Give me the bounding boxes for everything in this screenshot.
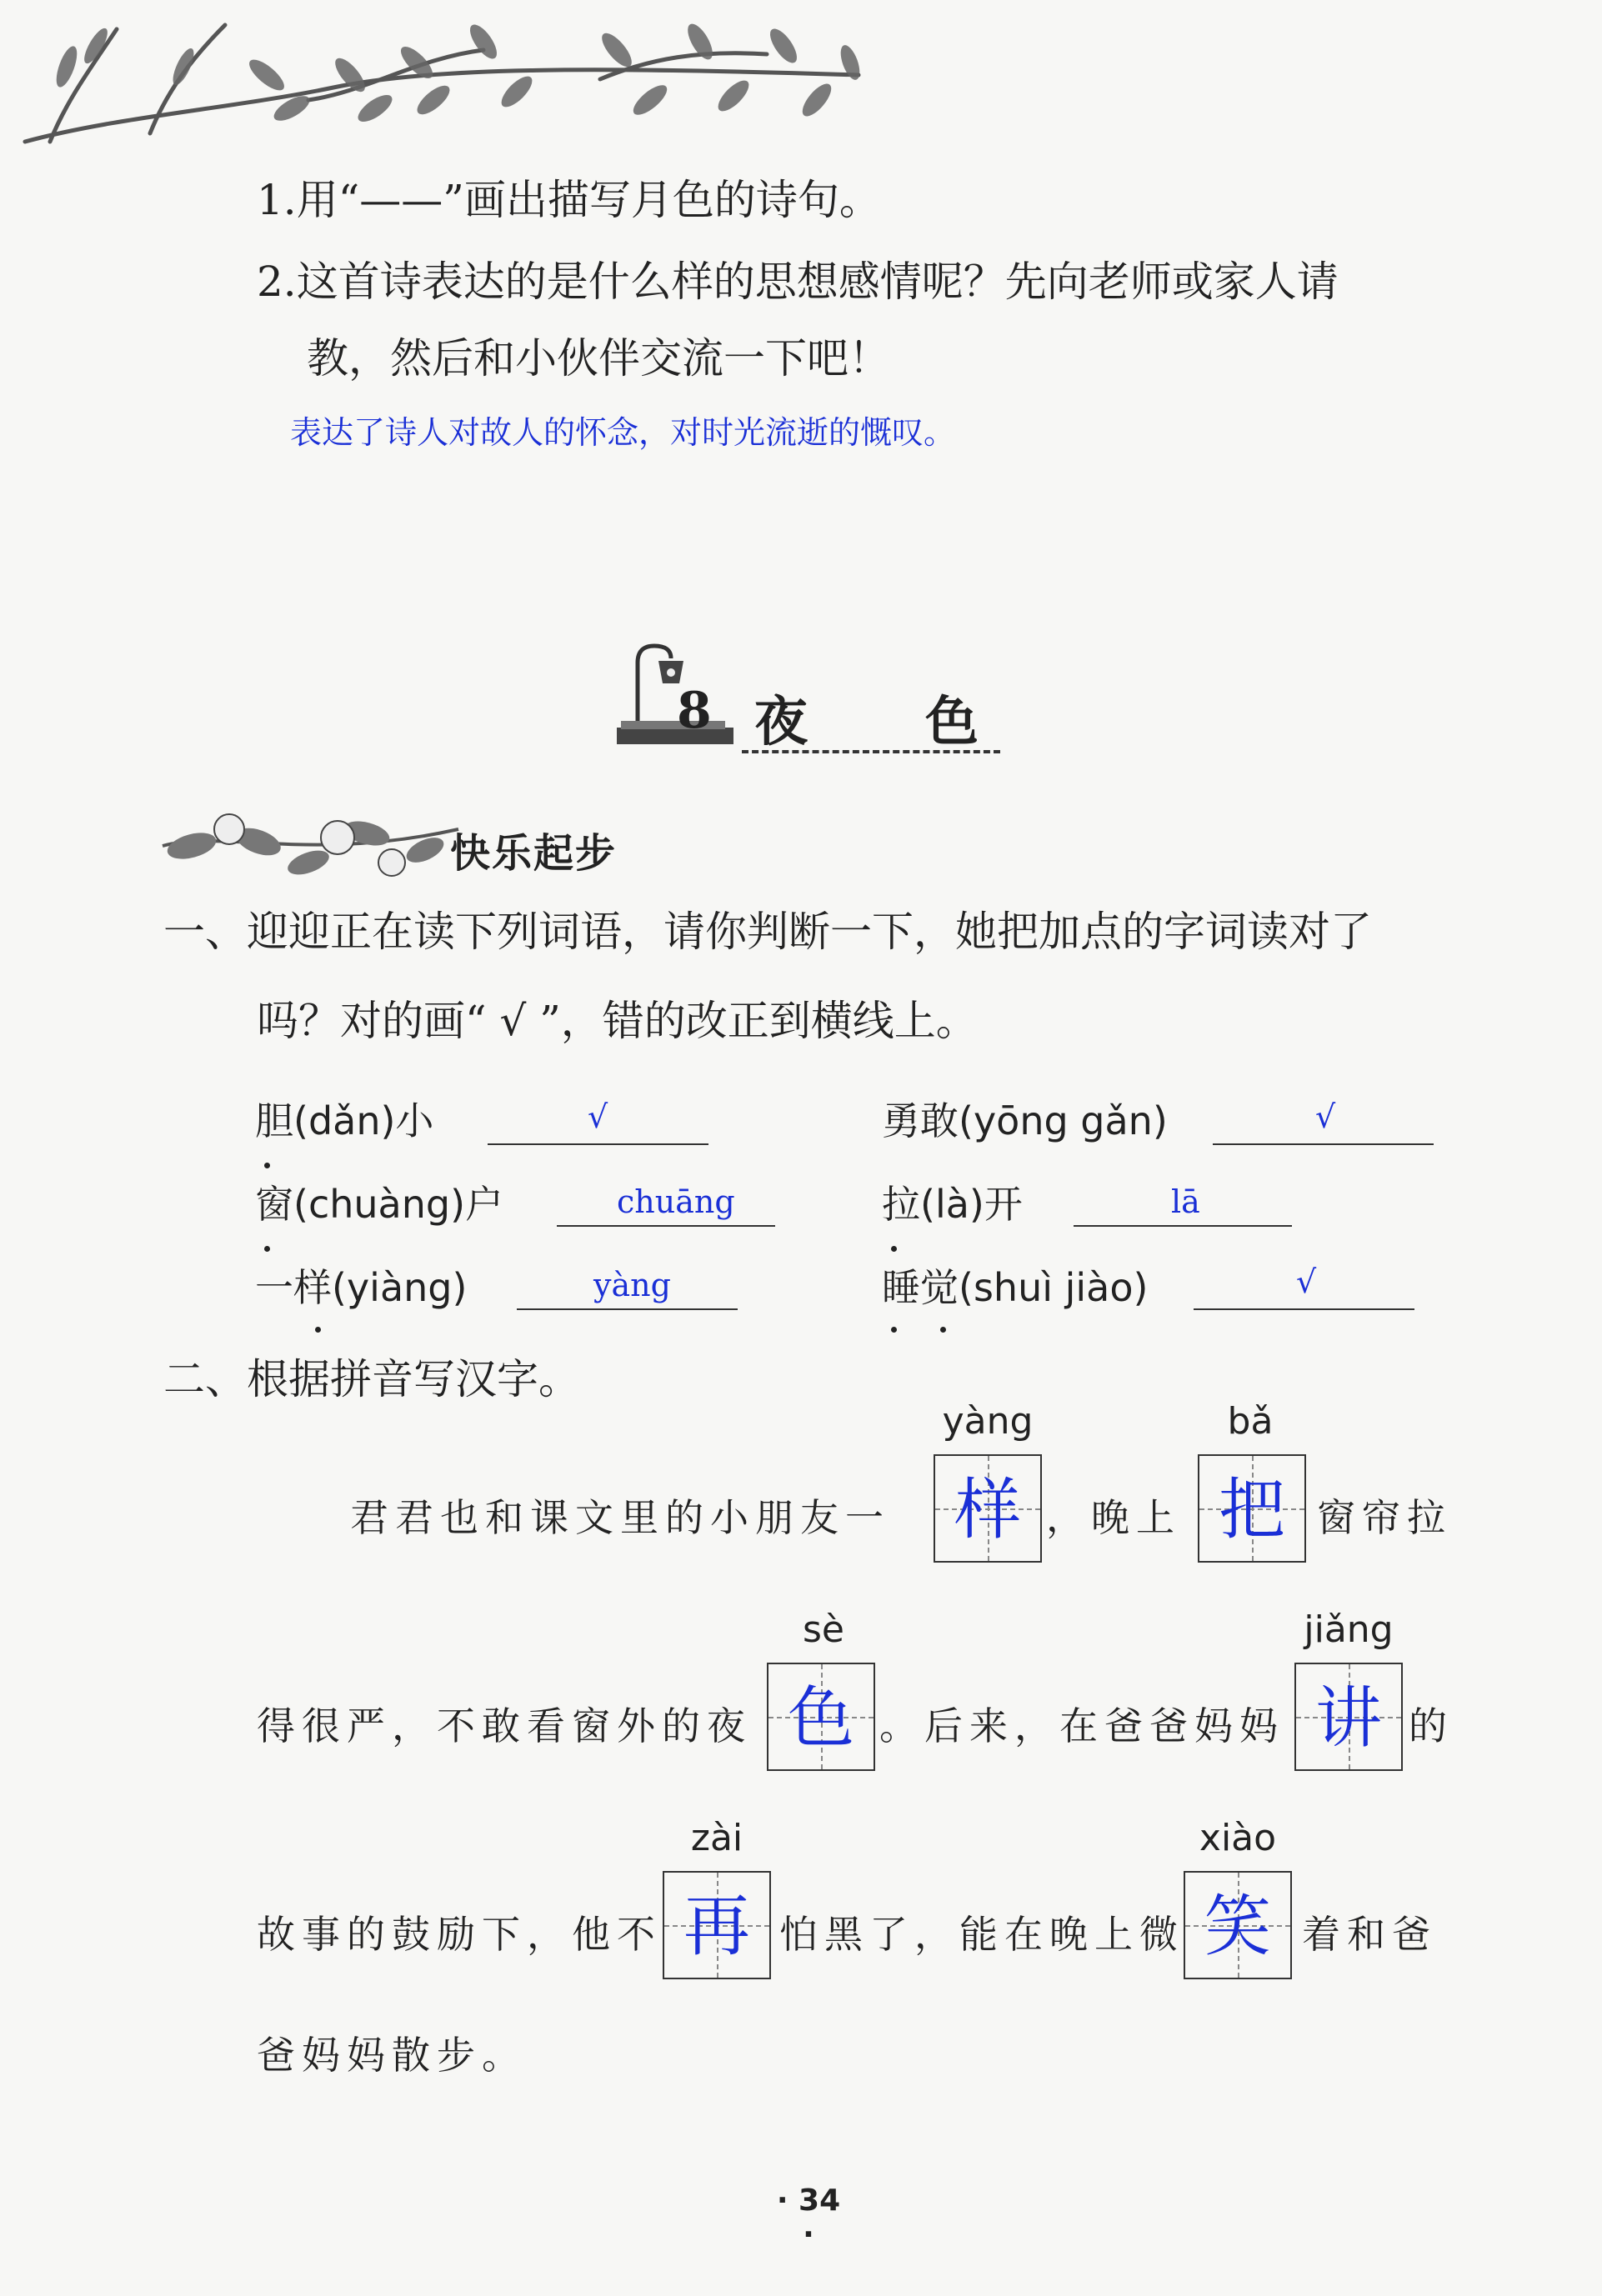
lesson-title-char-2: 色: [925, 691, 979, 753]
pinyin-label: yàng: [942, 1400, 1034, 1443]
passage-text: 故事的鼓励下，他不: [257, 1912, 662, 1957]
flower-decoration: [158, 796, 467, 888]
part2-instruction: 二、根据拼音写汉字。: [163, 1355, 580, 1403]
written-char: 把: [1219, 1471, 1285, 1548]
written-char: 色: [788, 1679, 854, 1757]
answer-text: chuāng: [617, 1183, 735, 1220]
pinyin-label: sè: [803, 1608, 844, 1651]
answer-line: [1074, 1225, 1292, 1227]
written-char: 讲: [1315, 1679, 1382, 1757]
answer-line: [1194, 1308, 1414, 1310]
pinyin-label: jiǎng: [1304, 1608, 1394, 1651]
writing-box[interactable]: [1294, 1663, 1403, 1771]
written-char: 样: [954, 1471, 1021, 1548]
writing-box[interactable]: [1198, 1454, 1306, 1563]
emphasis-dot: [315, 1327, 321, 1333]
emphasis-dot: [940, 1327, 946, 1333]
section-banner-title: 快乐起步: [450, 830, 618, 877]
writing-box[interactable]: [934, 1454, 1042, 1563]
writing-box[interactable]: [767, 1663, 875, 1771]
word-item: 拉(là)开: [882, 1182, 1023, 1227]
branch-decoration: [17, 17, 875, 158]
word-item: 睡觉(shuì jiào): [882, 1265, 1149, 1310]
part1-instruction-line2: 吗？对的画“ √ ”，错的改正到横线上。: [257, 997, 978, 1045]
question-2-line1: 2.这首诗表达的是什么样的思想感情呢？先向老师或家人请: [257, 258, 1339, 306]
pinyin-label: xiào: [1199, 1817, 1277, 1859]
answer-text: √: [1296, 1263, 1317, 1300]
question-1: 1.用“——”画出描写月色的诗句。: [257, 176, 881, 224]
answer-text: yàng: [593, 1267, 671, 1303]
passage-text: 窗帘拉: [1317, 1495, 1452, 1540]
part1-instruction-line1: 一、迎迎正在读下列词语，请你判断一下，她把加点的字词读对了: [163, 908, 1372, 956]
lesson-title-char-1: 夜: [754, 691, 808, 753]
passage-text: 怕黑了，能在晚上微: [779, 1912, 1184, 1957]
passage-text: 着和爸: [1302, 1912, 1437, 1957]
answer-line: [1213, 1143, 1434, 1145]
emphasis-dot: [264, 1246, 270, 1252]
word-item: 勇敢(yōng gǎn): [882, 1098, 1168, 1143]
emphasis-dot: [891, 1327, 897, 1333]
question-2-answer: 表达了诗人对故人的怀念，对时光流逝的慨叹。: [290, 414, 956, 451]
word-item: 窗(chuàng)户: [255, 1182, 504, 1227]
passage-text: 的: [1409, 1703, 1454, 1748]
answer-line: [517, 1308, 738, 1310]
passage-text: 君君也和课文里的小朋友一: [350, 1495, 890, 1540]
answer-text: lā: [1171, 1183, 1200, 1220]
writing-box[interactable]: [1184, 1871, 1292, 1979]
answer-text: √: [588, 1098, 608, 1135]
emphasis-dot: [264, 1163, 270, 1168]
page-number: · 34 ·: [776, 2183, 841, 2252]
answer-line: [557, 1225, 775, 1227]
word-item: 胆(dǎn)小: [255, 1098, 434, 1143]
passage-text: 爸妈妈散步。: [257, 2033, 527, 2078]
lamp-book-icon: [613, 638, 738, 754]
passage-text: ，晚上: [1046, 1495, 1181, 1540]
writing-box[interactable]: [663, 1871, 771, 1979]
written-char: 再: [683, 1888, 750, 1965]
lesson-number: 8: [677, 682, 712, 740]
word-item: 一样(yiàng): [255, 1265, 468, 1310]
written-char: 笑: [1204, 1888, 1271, 1965]
pinyin-label: bǎ: [1227, 1400, 1274, 1443]
answer-text: √: [1315, 1098, 1336, 1135]
emphasis-dot: [891, 1246, 897, 1252]
answer-line: [488, 1143, 708, 1145]
passage-text: 。后来，在爸爸妈妈: [879, 1703, 1284, 1748]
question-2-line2: 教，然后和小伙伴交流一下吧！: [307, 334, 890, 383]
passage-text: 得很严，不敢看窗外的夜: [257, 1703, 752, 1748]
pinyin-label: zài: [690, 1817, 743, 1859]
lesson-title-underline: [742, 750, 1000, 753]
